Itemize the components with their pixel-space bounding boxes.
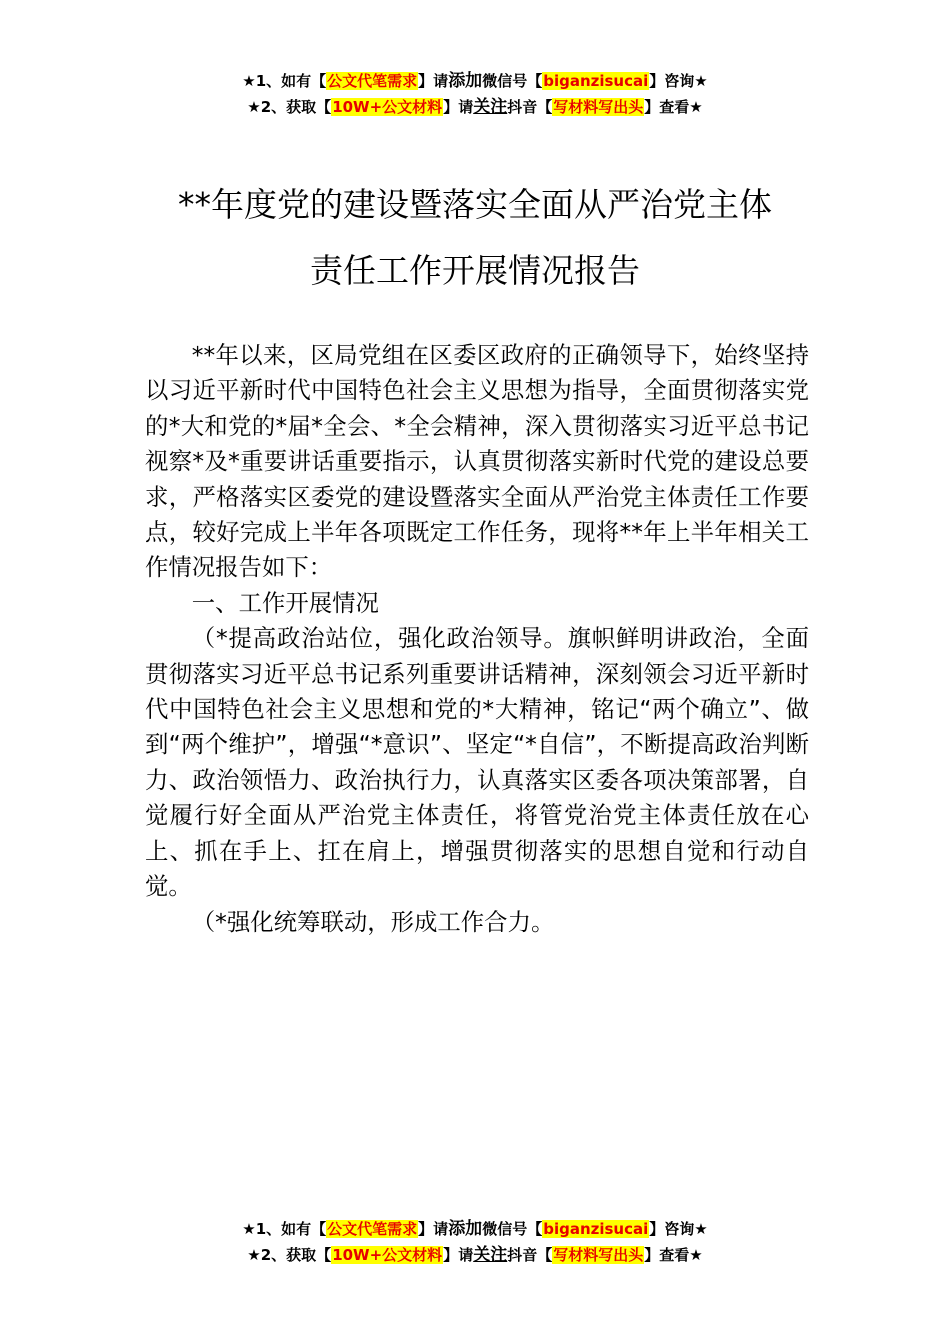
body-paragraph-intro: **年以来，区局党组在区委区政府的正确领导下，始终坚持以习近平新时代中国特色社会主义思想为指导，全面贯彻落实党的*大和党的*届*全会、*全会精神，深入贯彻落实习近平总书记视察*及*重要讲话重要指示，认真贯彻落实新时代党的建设总要求，严格落实区委党的建设暨落实全面从严治党主体责任工作要点，较好完成上半年各项既定工作任务，现将**年上半年相关工作情况报告如下： (145, 341, 809, 582)
promo-wechat-id: biganzisucai (543, 1220, 649, 1238)
title-line-1: **年度党的建设暨落实全面从严治党主体 (178, 185, 772, 224)
promo-text: 微信号【 (482, 1220, 543, 1238)
body-paragraph-1: （*提高政治站位，强化政治领导。旗帜鲜明讲政治，全面贯彻落实习近平总书记系列重要讲话精神，深刻领会习近平新时代中国特色社会主义思想和党的*大精神，铭记“两个确立”、做到“两个维护”，增强“*意识”、坚定“*自信”，不断提高政治判断力、政治领悟力、政治执行力，认真落实区委各项决策部署，自觉履行好全面从严治党主体责任，将管党治党主体责任放在心上、抓在手上、扛在肩上，增强贯彻落实的思想自觉和行动自觉。 (145, 624, 809, 901)
promo-text: 】咨询★ (649, 1220, 708, 1238)
promo-text: 】请 (418, 1220, 449, 1238)
promo-text: 】查看★ (644, 98, 703, 116)
promo-text: ★1、如有【 (242, 1220, 327, 1238)
promo-highlight: 公文代笔需求 (327, 72, 418, 90)
title-line-2: 责任工作开展情况报告 (310, 251, 640, 290)
promo-text: ★2、获取【 (247, 98, 332, 116)
promo-text: 】请 (443, 1246, 474, 1264)
promo-text: 】请 (443, 98, 474, 116)
promo-text: 】查看★ (644, 1246, 703, 1264)
promo-emphasis: 添加 (448, 1219, 483, 1239)
promo-line-1 (0, 1216, 950, 1242)
section-heading: 一、工作开展情况 (191, 588, 379, 617)
promo-line-2 (0, 94, 950, 120)
body-paragraph-2: （*强化统筹联动，形成工作合力。 (191, 907, 555, 936)
promo-highlight: 10W+公文材料 (332, 1246, 443, 1264)
promo-emphasis: 添加 (448, 71, 483, 91)
promo-text: 抖音【 (507, 98, 553, 116)
document-body (145, 338, 809, 940)
promo-highlight: 公文代笔需求 (327, 1220, 418, 1238)
promo-header (0, 68, 950, 120)
promo-text: ★2、获取【 (247, 1246, 332, 1264)
promo-highlight: 10W+公文材料 (332, 98, 443, 116)
promo-text: 】咨询★ (649, 72, 708, 90)
promo-emphasis: 关注 (473, 1245, 508, 1265)
promo-text: 】请 (418, 72, 449, 90)
promo-text: ★1、如有【 (242, 72, 327, 90)
promo-emphasis: 关注 (473, 97, 508, 117)
promo-footer (0, 1216, 950, 1268)
promo-douyin-id: 写材料写出头 (553, 1246, 644, 1264)
promo-line-1 (0, 68, 950, 94)
promo-text: 抖音【 (507, 1246, 553, 1264)
document-title (0, 172, 950, 304)
promo-text: 微信号【 (482, 72, 543, 90)
promo-wechat-id: biganzisucai (543, 72, 649, 90)
promo-douyin-id: 写材料写出头 (553, 98, 644, 116)
promo-line-2 (0, 1242, 950, 1268)
